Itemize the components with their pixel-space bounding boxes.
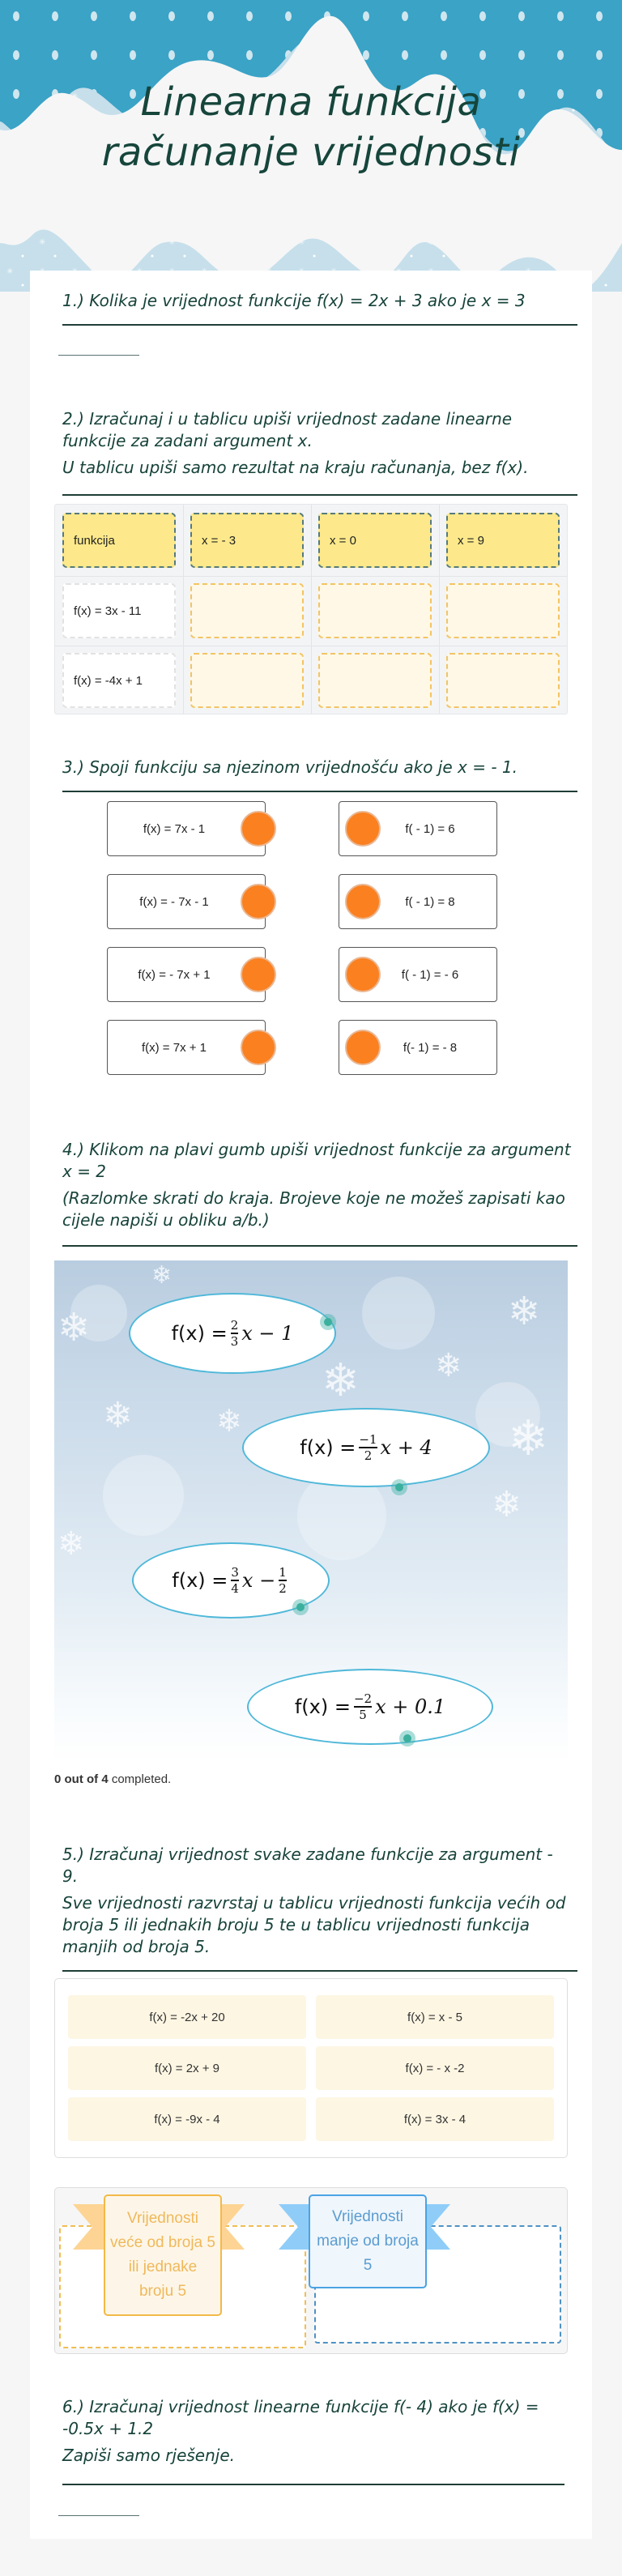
function-hotspot-3: f(x) = $\frac{3}{4}$ x − $\frac{1}{2}$ (132, 1542, 330, 1619)
match-right-item[interactable]: f( - 1) = 6 (339, 801, 497, 856)
question-5-note: Sve vrijednosti razvrstaj u tablicu vrijednosti funkcija većih od broja 5 ili jednakih broju 5 te u tablicu vrijednosti funkcija manjih od broja 5. (62, 1893, 566, 1956)
table-answer-cell[interactable] (446, 583, 560, 638)
snowflake-icon: ❄ (492, 1485, 522, 1525)
sortable-item[interactable]: f(x) = 3x - 4 (316, 2097, 554, 2141)
table-row-function: f(x) = -4x + 1 (62, 653, 176, 708)
match-connector-dot[interactable] (345, 811, 381, 847)
snowflake-icon: ❄ (435, 1348, 462, 1384)
fraction: $\frac{-1}{2}$ (359, 1432, 377, 1463)
snowflake-icon: ❄ (508, 1290, 541, 1333)
bin-label-greater: Vrijednosti veće od broja 5 ili jednake broju 5 (104, 2194, 222, 2316)
snowflake-icon: ❄ (216, 1405, 242, 1439)
question-2-note: U tablicu upiši samo rezultat na kraju računanja, bez f(x). (62, 458, 529, 477)
sortable-items-pool (54, 1978, 568, 2158)
match-left-item[interactable]: f(x) = 7x + 1 (107, 1020, 266, 1075)
table-column-divider (183, 505, 184, 714)
sortable-item[interactable]: f(x) = 2x + 9 (68, 2046, 306, 2090)
function-hotspot-4: f(x) = $\frac{-2}{5}$ x + 0.1 (247, 1669, 493, 1745)
question-6-instruction: 6.) Izračunaj vrijednost linearne funkcije f(- 4) ako je f(x) = -0.5x + 1.2 (62, 2397, 539, 2438)
title-line-1: Linearna funkcija (140, 79, 482, 125)
snowflake-icon: ❄ (151, 1262, 173, 1289)
title-line-2: računanje vrijednosti (101, 130, 521, 175)
question-3-title: 3.) Spoji funkciju sa njezinom vrijednošću ako je x = - 1. (62, 757, 518, 777)
question-4-divider (62, 1245, 577, 1247)
snowflake-icon: ❄ (58, 1307, 91, 1350)
match-connector-dot[interactable] (345, 957, 381, 992)
question-5-divider (62, 1970, 577, 1972)
snowflake-icon: ❄ (103, 1396, 133, 1435)
sortable-item[interactable]: f(x) = x - 5 (316, 1995, 554, 2039)
question-2-divider (62, 494, 577, 496)
table-answer-cell[interactable] (446, 653, 560, 708)
table-row-function: f(x) = 3x - 11 (62, 583, 176, 638)
hotspot-answer-button[interactable] (320, 1314, 336, 1330)
worksheet-card (30, 271, 592, 2539)
table-answer-cell[interactable] (190, 583, 304, 638)
question-4-instruction: 4.) Klikom na plavi gumb upiši vrijednost funkcije za argument x = 2 (62, 1140, 571, 1181)
match-right-item[interactable]: f(- 1) = - 8 (339, 1020, 497, 1075)
hotspot-answer-button[interactable] (391, 1479, 407, 1495)
fraction: $\frac{3}{4}$ (231, 1565, 239, 1596)
question-1-divider (62, 324, 577, 326)
match-connector-dot[interactable] (345, 1030, 381, 1065)
table-column-divider (439, 505, 440, 714)
match-connector-dot[interactable] (345, 884, 381, 919)
table-answer-cell[interactable] (318, 583, 432, 638)
table-header-function: funkcija (62, 513, 176, 568)
bokeh-decoration (103, 1455, 184, 1536)
bin-label-less: Vrijednosti manje od broja 5 (309, 2194, 427, 2288)
question-2-instruction: 2.) Izračunaj i u tablicu upiši vrijednost zadane linearne funkcije za zadani argument x. (62, 409, 513, 450)
table-header-x-minus-3: x = - 3 (190, 513, 304, 568)
question-5-instruction: 5.) Izračunaj vrijednost svake zadane funkcije za argument - 9. (62, 1845, 553, 1886)
snowflake-icon: ❄ (508, 1411, 549, 1465)
hotspot-answer-button[interactable] (399, 1730, 415, 1746)
match-connector-dot[interactable] (241, 1030, 276, 1065)
match-right-item[interactable]: f( - 1) = 8 (339, 874, 497, 929)
table-column-divider (311, 505, 312, 714)
match-left-item[interactable]: f(x) = 7x - 1 (107, 801, 266, 856)
header-banner (0, 0, 622, 292)
question-1-answer-input[interactable] (58, 355, 139, 356)
fraction: $\frac{-2}{5}$ (353, 1691, 373, 1722)
table-answer-cell[interactable] (318, 653, 432, 708)
question-1-title: 1.) Kolika je vrijednost funkcije f(x) = 2x + 3 ako je x = 3 (62, 291, 526, 310)
question-6-note: Zapiši samo rješenje. (62, 2446, 235, 2465)
match-left-item[interactable]: f(x) = - 7x - 1 (107, 874, 266, 929)
values-table (54, 504, 568, 714)
sorting-bins (54, 2187, 568, 2354)
sortable-item[interactable]: f(x) = - x -2 (316, 2046, 554, 2090)
match-connector-dot[interactable] (241, 811, 276, 847)
function-hotspot-2: f(x) = $\frac{-1}{2}$ x + 4 (242, 1408, 490, 1487)
sortable-item[interactable]: f(x) = -9x - 4 (68, 2097, 306, 2141)
function-hotspot-1: f(x) = $\frac{2}{3}$ x − 1 (129, 1293, 336, 1374)
hotspot-answer-button[interactable] (292, 1599, 309, 1615)
question-2-title (62, 408, 573, 479)
question-6-answer-input[interactable] (58, 2515, 139, 2516)
progress-status: 0 out of 4 completed. (54, 1772, 172, 1786)
match-left-item[interactable]: f(x) = - 7x + 1 (107, 947, 266, 1002)
question-5-title (62, 1844, 573, 1958)
match-connector-dot[interactable] (241, 884, 276, 919)
question-6-divider (62, 2484, 564, 2485)
table-answer-cell[interactable] (190, 653, 304, 708)
snowflake-icon: ❄ (58, 1526, 85, 1562)
bokeh-decoration (362, 1277, 435, 1350)
table-header-x-9: x = 9 (446, 513, 560, 568)
snowflake-image-hotspots (54, 1260, 568, 1763)
question-4-note: (Razlomke skrati do kraja. Brojeve koje ne možeš zapisati kao cijele napiši u obliku a/b.) (62, 1188, 565, 1230)
fraction: $\frac{1}{2}$ (279, 1565, 287, 1596)
match-connector-dot[interactable] (241, 957, 276, 992)
fraction: $\frac{2}{3}$ (230, 1318, 239, 1349)
page-title (0, 77, 622, 177)
table-row-divider (55, 576, 567, 577)
table-header-x-0: x = 0 (318, 513, 432, 568)
question-4-title (62, 1139, 573, 1231)
question-6-title (62, 2396, 573, 2467)
sortable-item[interactable]: f(x) = -2x + 20 (68, 1995, 306, 2039)
match-right-item[interactable]: f( - 1) = - 6 (339, 947, 497, 1002)
snowflake-icon: ❄ (322, 1354, 360, 1405)
question-3-divider (62, 791, 577, 792)
